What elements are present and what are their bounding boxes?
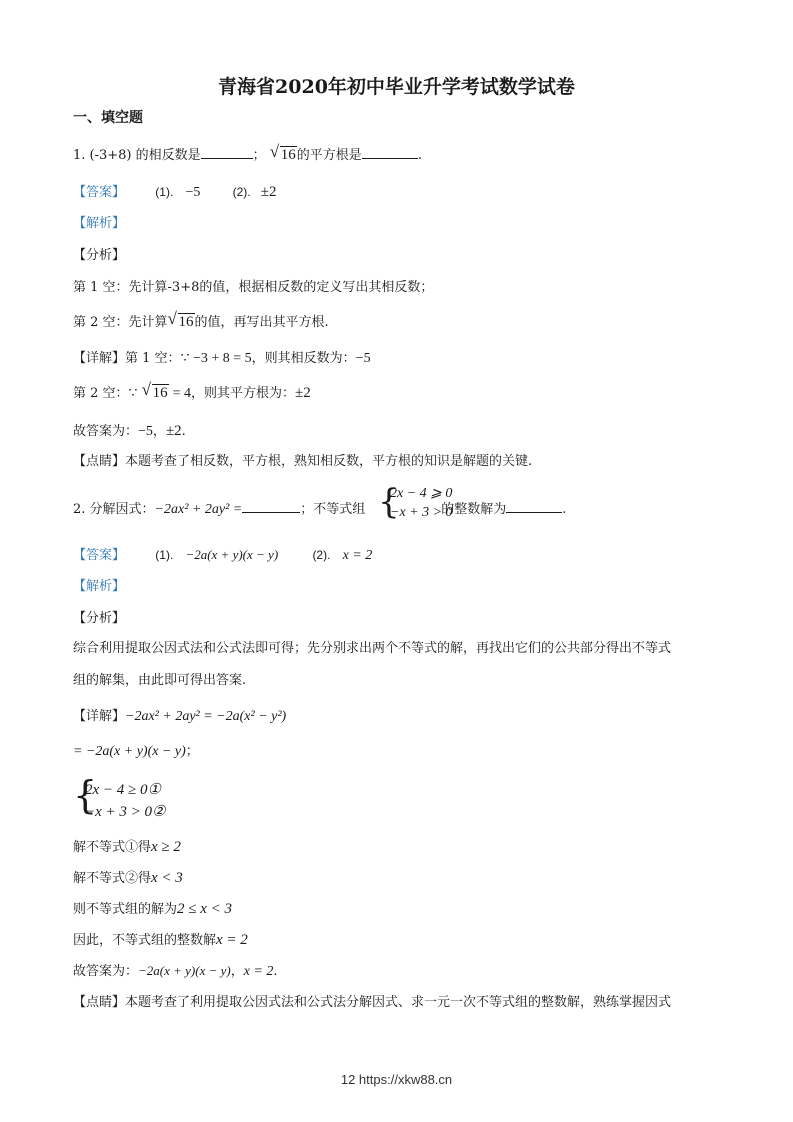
detail-tag: 【详解】 bbox=[73, 351, 126, 366]
q1-stem-end: . bbox=[417, 148, 422, 163]
q2-sys2-row-1: 2x − 4 ≥ 0① bbox=[85, 782, 161, 798]
q1-sqrt-3 bbox=[141, 380, 169, 402]
q1-stem bbox=[73, 142, 422, 165]
q1-analysis-2 bbox=[73, 309, 329, 332]
q1-analysis-2a: 第 2 空：先计算 bbox=[73, 315, 168, 330]
detail-tag: 【详解】 bbox=[73, 709, 126, 724]
q2-stem-end: . bbox=[562, 502, 567, 517]
q2-step-4-text: 因此，不等式组的整数解 bbox=[73, 933, 217, 948]
q1-answer bbox=[73, 183, 277, 202]
q1-detail-1b: ，则其相反数为： bbox=[251, 351, 356, 366]
brace-icon: { bbox=[378, 482, 400, 522]
radical-icon: √ bbox=[167, 309, 177, 328]
q1-ans-1: −5 bbox=[185, 185, 201, 200]
q2-ans-2: x = 2 bbox=[342, 548, 373, 563]
q2-final-a: 故答案为： bbox=[73, 964, 139, 979]
q1-final-c: ， bbox=[152, 424, 166, 439]
q2-inequality-system-2 bbox=[73, 773, 193, 822]
q2-step-1-math: x ≥ 2 bbox=[151, 839, 181, 855]
q2-detail-2-end: ； bbox=[185, 744, 199, 759]
q1-detail-1c: −5 bbox=[355, 351, 371, 366]
q1-stem-text-b: 的平方根是 bbox=[296, 148, 362, 163]
q2-step-2 bbox=[73, 869, 183, 888]
q2-step-3-text: 则不等式组的解为 bbox=[73, 902, 178, 917]
q2-detail-1-math: −2ax² + 2ay² = −2a(x² − y²) bbox=[125, 709, 287, 724]
q2-final-b: −2a(x + y)(x − y) bbox=[138, 963, 231, 978]
remark-tag: 【点睛】 bbox=[73, 995, 126, 1010]
q2-step-1-text: 解不等式①得 bbox=[73, 840, 152, 855]
q2-final-d: x = 2 bbox=[243, 964, 274, 979]
q2-step-3-math: 2 ≤ x < 3 bbox=[177, 901, 233, 917]
q2-step-1 bbox=[73, 838, 181, 857]
q2-jiexi-tag: 【解析】 bbox=[73, 579, 126, 594]
q1-detail-2 bbox=[73, 380, 311, 403]
q2-stem-a: 2. 分解因式： bbox=[73, 502, 155, 517]
q1-analysis-1: 第 1 空：先计算-3+8的值，根据相反数的定义写出其相反数； bbox=[73, 280, 434, 295]
q1-remark-text: 本题考查了相反数，平方根，熟知相反数，平方根的知识是解题的关键. bbox=[125, 454, 533, 469]
q2-inequality-system bbox=[378, 482, 458, 525]
ans-label-1: (1). bbox=[155, 548, 174, 562]
remark-tag: 【点睛】 bbox=[73, 454, 126, 469]
q1-detail-1 bbox=[73, 350, 371, 368]
q2-sys-row-1: 2x − 4 ⩾ 0 bbox=[390, 486, 453, 501]
q1-remark bbox=[73, 453, 532, 471]
section-heading: 一、填空题 bbox=[73, 110, 143, 126]
q2-stem-math: −2ax² + 2ay² = bbox=[154, 502, 243, 517]
q1-blank-2 bbox=[362, 146, 418, 159]
q2-stem-c: 的整数解为 bbox=[441, 502, 507, 517]
radical-icon: √ bbox=[141, 380, 151, 399]
q2-stem bbox=[73, 500, 566, 519]
q2-final-c: ， bbox=[230, 964, 244, 979]
q2-step-2-math: x < 3 bbox=[151, 870, 183, 886]
q2-sys2-row-2: −x + 3 > 0② bbox=[85, 804, 166, 820]
page-title: 青海省2020年初中毕业升学考试数学试卷 bbox=[218, 76, 575, 98]
q1-radicand-3: 16 bbox=[152, 385, 168, 401]
q1-detail-2b: ，则其平方根为： bbox=[191, 386, 296, 401]
q2-fenxi-tag: 【分析】 bbox=[73, 611, 126, 626]
q2-detail-1 bbox=[73, 708, 286, 726]
q1-stem-text: 1. (-3+8) 的相反数是 bbox=[73, 148, 201, 163]
q1-detail-2c: ±2 bbox=[295, 385, 311, 401]
q2-step-3 bbox=[73, 900, 232, 919]
q1-final-b: −5 bbox=[138, 424, 153, 439]
q2-step-2-text: 解不等式②得 bbox=[73, 871, 152, 886]
radical-icon: √ bbox=[269, 142, 280, 161]
q1-final bbox=[73, 422, 186, 441]
q1-radicand: 16 bbox=[280, 147, 296, 163]
q1-blank-1 bbox=[201, 146, 253, 159]
q1-radicand-2: 16 bbox=[178, 314, 194, 330]
q2-remark bbox=[73, 994, 671, 1012]
q2-stem-b: ；不等式组 bbox=[300, 502, 366, 517]
q1-final-d: ±2 bbox=[165, 423, 182, 439]
q1-fenxi-tag: 【分析】 bbox=[73, 248, 126, 263]
ans-label-2: (2). bbox=[232, 185, 251, 199]
brace-icon: { bbox=[73, 773, 98, 817]
q1-sqrt-2 bbox=[167, 309, 195, 331]
q2-answer bbox=[73, 546, 372, 565]
q2-sys-row-2: −x + 3 > 0 bbox=[390, 505, 453, 520]
q2-blank-1 bbox=[242, 500, 300, 513]
q1-sqrt bbox=[269, 142, 297, 164]
q1-detail-1-math: ∵ −3 + 8 = 5 bbox=[180, 351, 252, 366]
q2-step-4 bbox=[73, 931, 248, 950]
q2-analysis-1: 综合利用提取公因式法和公式法即可得；先分别求出两个不等式的解，再找出它们的公共部分得出不等式 bbox=[73, 641, 672, 656]
q2-blank-2 bbox=[506, 500, 562, 513]
ans-label-1: (1). bbox=[155, 185, 174, 199]
q1-final-e: . bbox=[181, 424, 186, 439]
page-footer: 12 https://xkw88.cn bbox=[340, 1072, 453, 1087]
q1-detail-1a: 第 1 空： bbox=[125, 351, 181, 366]
q2-detail-2-math: = −2a(x + y)(x − y) bbox=[73, 744, 186, 759]
q2-ans-1: −2a(x + y)(x − y) bbox=[185, 547, 279, 562]
ans-label-2: (2). bbox=[312, 548, 331, 562]
q2-step-4-math: x = 2 bbox=[216, 932, 248, 948]
q2-detail-2 bbox=[73, 743, 199, 761]
q1-analysis-2b: 的值，再写出其平方根. bbox=[194, 315, 329, 330]
answer-tag: 【答案】 bbox=[73, 185, 126, 200]
q1-detail-2-math: = 4 bbox=[172, 386, 192, 401]
q1-detail-2a: 第 2 空： bbox=[73, 386, 129, 401]
because-icon: ∵ bbox=[128, 386, 138, 401]
q2-final-e: . bbox=[273, 964, 278, 979]
q2-remark-text: 本题考查了利用提取公因式法和公式法分解因式、求一元一次不等式组的整数解，熟练掌握因式 bbox=[125, 995, 672, 1010]
q1-sep: ； bbox=[252, 148, 266, 163]
q1-final-a: 故答案为： bbox=[73, 424, 139, 439]
q1-ans-2: ±2 bbox=[260, 184, 277, 200]
q2-final bbox=[73, 962, 278, 981]
q2-analysis-2: 组的解集，由此即可得出答案. bbox=[73, 673, 247, 688]
answer-tag: 【答案】 bbox=[73, 548, 126, 563]
q1-jiexi-tag: 【解析】 bbox=[73, 216, 126, 231]
